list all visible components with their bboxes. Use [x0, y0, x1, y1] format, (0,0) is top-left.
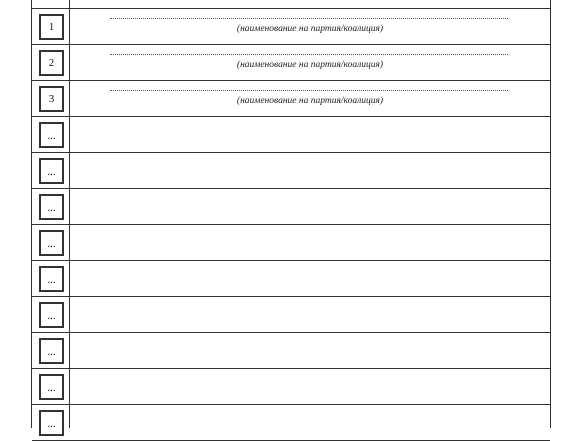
row-number-box[interactable]: ...: [39, 338, 64, 364]
ballot-row: [32, 45, 550, 81]
row-number-box[interactable]: ...: [39, 230, 64, 256]
party-name-line: [110, 90, 508, 91]
party-name-caption: (наименование на партия/коалиция): [236, 96, 384, 106]
ballot-row: [32, 81, 550, 117]
row-number-box[interactable]: 2: [39, 50, 64, 76]
ballot-row: [32, 261, 550, 297]
ballot-table: [31, 0, 551, 428]
ballot-row: [32, 225, 550, 261]
ballot-row: [32, 369, 550, 405]
ballot-row: [32, 9, 550, 45]
row-number-box[interactable]: ...: [39, 302, 64, 328]
party-name-line: [110, 54, 508, 55]
row-number-box[interactable]: ...: [39, 158, 64, 184]
row-number-box[interactable]: ...: [39, 266, 64, 292]
ballot-row: [32, 117, 550, 153]
row-number-box[interactable]: 1: [39, 14, 64, 40]
party-name-caption: (наименование на партия/коалиция): [236, 60, 384, 70]
ballot-row: [32, 189, 550, 225]
ballot-row: [32, 153, 550, 189]
party-name-caption: (наименование на партия/коалиция): [236, 24, 384, 34]
row-number-box[interactable]: ...: [39, 194, 64, 220]
ballot-header-strip: [32, 0, 550, 9]
ballot-row: [32, 297, 550, 333]
row-number-box[interactable]: ...: [39, 122, 64, 148]
ballot-row: [32, 405, 550, 441]
party-name-line: [110, 18, 508, 19]
row-number-box[interactable]: ...: [39, 410, 64, 436]
ballot-row: [32, 333, 550, 369]
column-divider: [69, 0, 70, 428]
row-number-box[interactable]: ...: [39, 374, 64, 400]
row-number-box[interactable]: 3: [39, 86, 64, 112]
